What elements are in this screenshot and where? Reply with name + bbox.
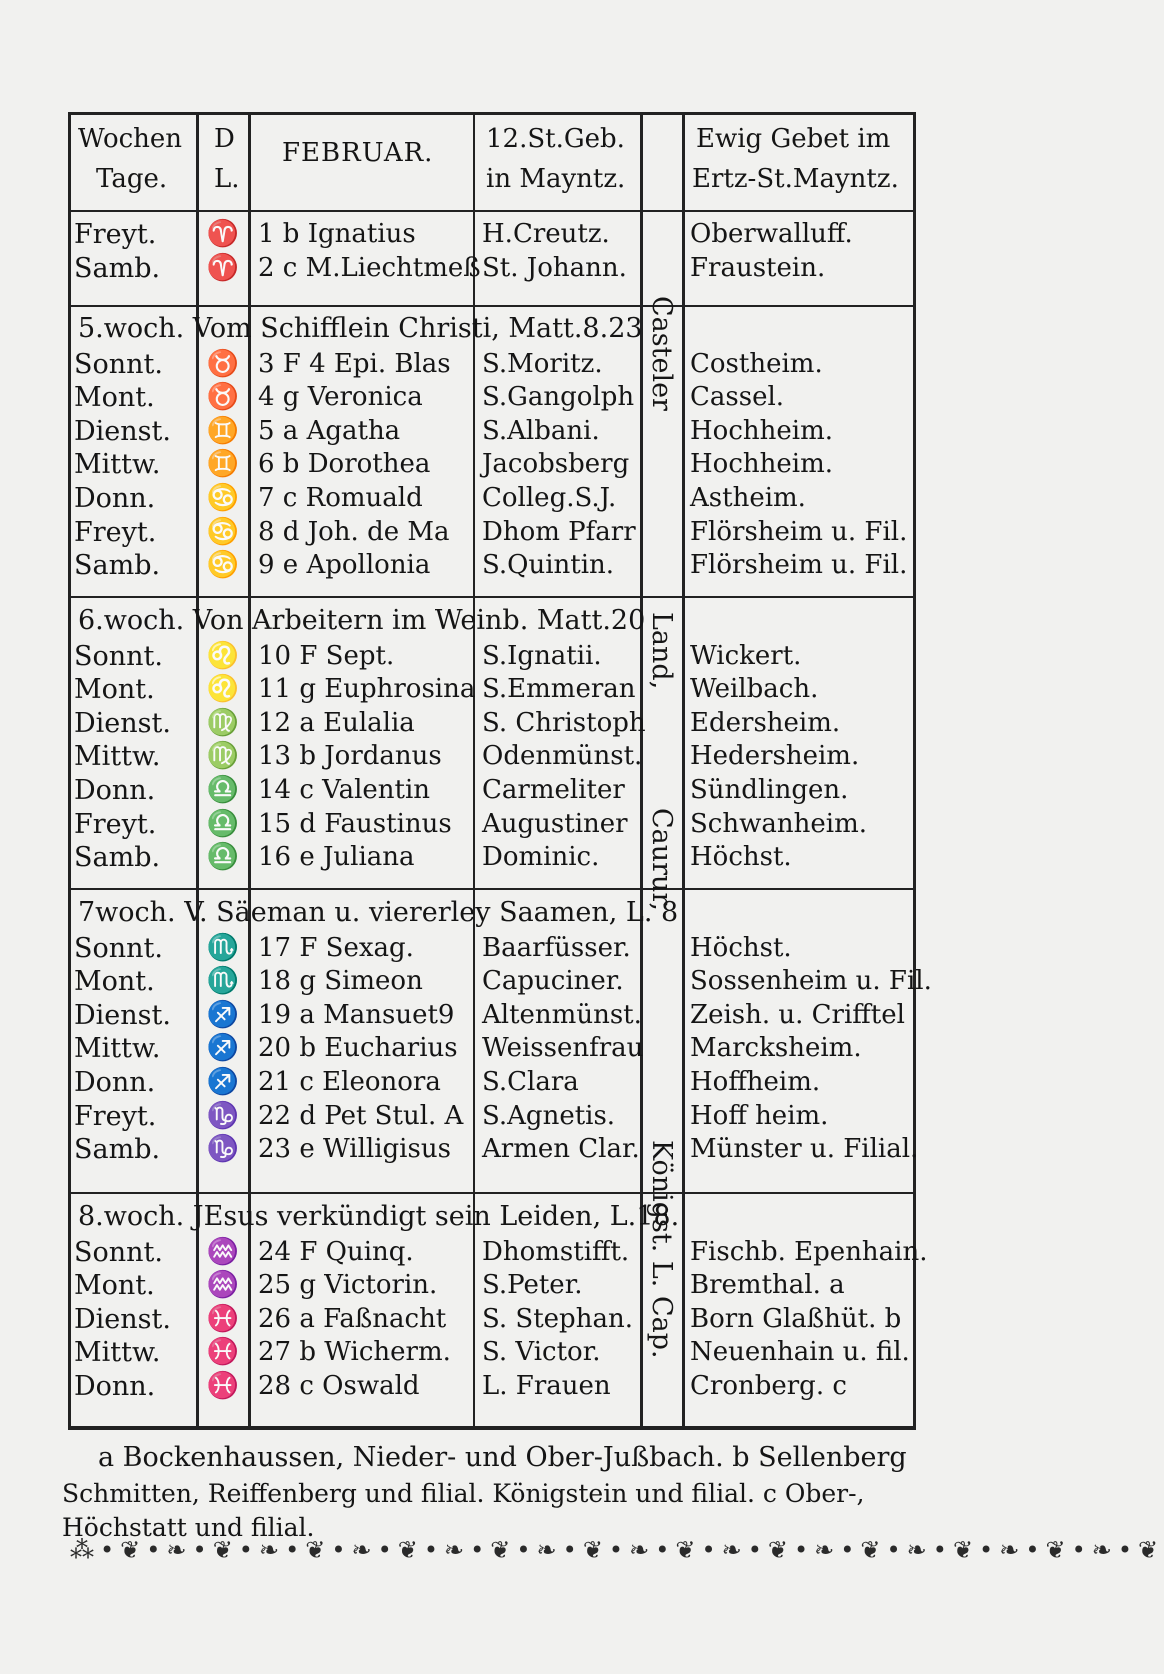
header-church-2: in Mayntz.	[486, 164, 626, 194]
zodiac-sign-icon: ♊	[206, 415, 240, 446]
weekday-4-0: Sonnt.	[74, 1236, 163, 1268]
header-church-1: 12.St.Geb.	[486, 124, 625, 154]
church-4-3: S. Victor.	[482, 1337, 601, 1368]
zodiac-sign-icon: ♑	[206, 1134, 240, 1165]
zodiac-sign-icon: ♏	[206, 966, 240, 997]
prayer-place-2-5: Schwanheim.	[690, 808, 867, 839]
church-3-5: S.Agnetis.	[482, 1100, 616, 1131]
feast-3-2: 19 a Mansuet9	[258, 999, 455, 1030]
feast-1-5: 8 d Joh. de Ma	[258, 516, 450, 547]
footnote-line-1: a Bockenhaussen, Nieder- und Ober-Jußbach. b Sellenberg	[98, 1442, 907, 1473]
church-1-6: S.Quintin.	[482, 550, 615, 581]
feast-4-1: 25 g Victorin.	[258, 1270, 438, 1301]
feast-1-1: 4 g Veronica	[258, 382, 423, 413]
zodiac-sign-icon: ♐	[206, 1033, 240, 1064]
church-2-0: S.Ignatii.	[482, 640, 602, 671]
weekday-2-3: Mittw.	[74, 741, 161, 773]
church-3-0: Baarfüsser.	[482, 932, 631, 963]
weekday-4-1: Mont.	[74, 1270, 155, 1302]
feast-1-0: 3 F 4 Epi. Blas	[258, 348, 451, 379]
prayer-place-4-1: Bremthal. a	[690, 1270, 845, 1301]
weekday-2-1: Mont.	[74, 674, 155, 706]
prayer-place-1-2: Hochheim.	[690, 415, 833, 446]
feast-4-4: 28 c Oswald	[258, 1371, 420, 1401]
weekday-1-3: Mittw.	[74, 449, 161, 481]
zodiac-sign-icon: ♋	[206, 550, 240, 581]
header-month: FEBRUAR.	[282, 138, 434, 168]
footnote-line-3: Höchstatt und filial.	[62, 1513, 315, 1542]
week-title-3: 7woch. V. Säeman u. viererley Saamen, L. 8	[78, 897, 679, 928]
church-2-6: Dominic.	[482, 842, 600, 873]
zodiac-sign-icon: ♍	[206, 741, 240, 772]
prayer-place-2-4: Sündlingen.	[690, 775, 849, 805]
week-divider-2	[68, 596, 916, 598]
zodiac-sign-icon: ♐	[206, 999, 240, 1030]
header-prayer-1: Ewig Gebet im	[696, 124, 891, 154]
feast-2-6: 16 e Juliana	[258, 842, 415, 873]
prayer-place-0-0: Oberwalluff.	[690, 219, 853, 249]
feast-2-5: 15 d Faustinus	[258, 808, 452, 839]
prayer-place-2-1: Weilbach.	[690, 674, 819, 705]
church-1-4: Colleg.S.J.	[482, 483, 617, 513]
prayer-place-2-3: Hedersheim.	[690, 741, 860, 772]
vertical-label-koenigst: Königst. L. Cap.	[646, 1140, 677, 1359]
week-divider-4	[68, 1192, 916, 1194]
church-2-3: Odenmünst.	[482, 741, 643, 772]
zodiac-sign-icon: ♈	[206, 252, 240, 283]
header-divider	[68, 210, 916, 212]
weekday-3-5: Freyt.	[74, 1100, 157, 1132]
church-3-6: Armen Clar.	[482, 1134, 640, 1165]
zodiac-sign-icon: ♐	[206, 1067, 240, 1097]
zodiac-sign-icon: ♎	[206, 842, 240, 873]
church-4-4: L. Frauen	[482, 1371, 611, 1401]
weekday-2-6: Samb.	[74, 842, 161, 874]
prayer-place-3-0: Höchst.	[690, 932, 792, 963]
header-moon-2: L.	[214, 164, 240, 194]
prayer-place-1-1: Cassel.	[690, 382, 785, 413]
prayer-place-0-1: Fraustein.	[690, 252, 826, 283]
prayer-place-2-6: Höchst.	[690, 842, 792, 873]
prayer-place-3-5: Hoff heim.	[690, 1100, 829, 1131]
weekday-4-2: Dienst.	[74, 1303, 171, 1335]
weekday-1-6: Samb.	[74, 550, 161, 582]
feast-2-3: 13 b Jordanus	[258, 741, 442, 772]
church-2-1: S.Emmeran	[482, 674, 636, 705]
feast-2-1: 11 g Euphrosina	[258, 674, 476, 705]
feast-1-6: 9 e Apollonia	[258, 550, 431, 581]
week-title-1: 5.woch. Vom Schifflein Christi, Matt.8.23	[78, 313, 643, 344]
week-divider-3	[68, 888, 916, 890]
church-4-1: S.Peter.	[482, 1270, 583, 1301]
header-prayer-2: Ertz-St.Mayntz.	[692, 164, 899, 194]
feast-4-3: 27 b Wicherm.	[258, 1337, 451, 1368]
prayer-place-4-4: Cronberg. c	[690, 1371, 847, 1401]
feast-1-2: 5 a Agatha	[258, 415, 401, 446]
prayer-place-4-3: Neuenhain u. fil.	[690, 1337, 910, 1368]
prayer-place-4-0: Fischb. Epenhain.	[690, 1236, 928, 1267]
prayer-place-3-3: Marcksheim.	[690, 1033, 862, 1064]
zodiac-sign-icon: ♊	[206, 449, 240, 480]
prayer-place-2-2: Edersheim.	[690, 707, 841, 738]
church-0-0: H.Creutz.	[482, 219, 610, 249]
week-divider-1	[68, 305, 916, 307]
weekday-3-0: Sonnt.	[74, 932, 163, 964]
feast-3-3: 20 b Eucharius	[258, 1033, 458, 1064]
weekday-4-4: Donn.	[74, 1371, 156, 1402]
church-3-3: Weissenfrau	[482, 1033, 644, 1064]
weekday-3-1: Mont.	[74, 966, 155, 998]
prayer-place-1-0: Costheim.	[690, 348, 823, 379]
prayer-place-1-5: Flörsheim u. Fil.	[690, 516, 908, 547]
zodiac-sign-icon: ♈	[206, 219, 240, 249]
prayer-place-3-2: Zeish. u. Crifftel	[690, 999, 905, 1030]
weekday-1-0: Sonnt.	[74, 348, 163, 380]
weekday-0-0: Freyt.	[74, 219, 157, 250]
prayer-place-3-4: Hoffheim.	[690, 1067, 821, 1097]
zodiac-sign-icon: ♌	[206, 674, 240, 705]
church-0-1: St. Johann.	[482, 252, 627, 283]
prayer-place-1-3: Hochheim.	[690, 449, 833, 480]
vertical-label-caurur: Caurur,	[646, 808, 677, 911]
zodiac-sign-icon: ♉	[206, 382, 240, 413]
weekday-2-4: Donn.	[74, 775, 156, 806]
weekday-3-4: Donn.	[74, 1067, 156, 1098]
zodiac-sign-icon: ♉	[206, 348, 240, 379]
vertical-label-land: Land,	[646, 612, 677, 690]
zodiac-sign-icon: ♎	[206, 775, 240, 805]
church-3-2: Altenmünst.	[482, 999, 642, 1030]
zodiac-sign-icon: ♏	[206, 932, 240, 963]
zodiac-sign-icon: ♒	[206, 1270, 240, 1301]
divider-vertical-place	[682, 114, 685, 1428]
weekday-3-6: Samb.	[74, 1134, 161, 1166]
weekday-3-3: Mittw.	[74, 1033, 161, 1065]
zodiac-sign-icon: ♎	[206, 808, 240, 839]
feast-0-1: 2 c M.Liechtmeß	[258, 252, 481, 283]
church-2-5: Augustiner	[482, 808, 628, 839]
zodiac-sign-icon: ♍	[206, 707, 240, 738]
week-title-4: 8.woch. JEsus verkündigt sein Leiden, L.18.	[78, 1201, 680, 1232]
prayer-place-1-4: Astheim.	[690, 483, 806, 513]
feast-3-5: 22 d Pet Stul. A	[258, 1100, 464, 1131]
vertical-label-casteler: Casteler	[646, 296, 677, 411]
header-weekdays-2: Tage.	[96, 164, 168, 194]
header-moon-1: D	[214, 124, 235, 154]
weekday-1-1: Mont.	[74, 382, 155, 414]
weekday-1-2: Dienst.	[74, 415, 171, 447]
feast-3-6: 23 e Willigisus	[258, 1134, 451, 1165]
zodiac-sign-icon: ♓	[206, 1337, 240, 1368]
zodiac-sign-icon: ♋	[206, 516, 240, 547]
zodiac-sign-icon: ♋	[206, 483, 240, 513]
prayer-place-1-6: Flörsheim u. Fil.	[690, 550, 908, 581]
prayer-place-2-0: Wickert.	[690, 640, 802, 671]
feast-2-2: 12 a Eulalia	[258, 707, 415, 738]
church-1-5: Dhom Pfarr	[482, 516, 636, 547]
feast-4-2: 26 a Faßnacht	[258, 1303, 447, 1334]
weekday-2-2: Dienst.	[74, 707, 171, 739]
feast-3-0: 17 F Sexag.	[258, 932, 414, 963]
zodiac-sign-icon: ♌	[206, 640, 240, 671]
prayer-place-3-1: Sossenheim u. Fil.	[690, 966, 932, 997]
zodiac-sign-icon: ♓	[206, 1303, 240, 1334]
weekday-0-1: Samb.	[74, 252, 161, 284]
week-title-2: 6.woch. Von Arbeitern im Weinb. Matt.20	[78, 605, 646, 636]
weekday-2-0: Sonnt.	[74, 640, 163, 672]
weekday-4-3: Mittw.	[74, 1337, 161, 1369]
weekday-1-5: Freyt.	[74, 516, 157, 548]
prayer-place-3-6: Münster u. Filial.	[690, 1134, 919, 1165]
zodiac-sign-icon: ♓	[206, 1371, 240, 1401]
feast-3-4: 21 c Eleonora	[258, 1067, 441, 1097]
feast-1-3: 6 b Dorothea	[258, 449, 431, 480]
feast-2-0: 10 F Sept.	[258, 640, 395, 671]
feast-3-1: 18 g Simeon	[258, 966, 423, 997]
footnote-line-2: Schmitten, Reiffenberg und filial. Königstein und filial. c Ober-,	[62, 1479, 865, 1508]
church-1-1: S.Gangolph	[482, 382, 635, 413]
zodiac-sign-icon: ♑	[206, 1100, 240, 1131]
church-2-2: S. Christoph	[482, 707, 646, 738]
weekday-2-5: Freyt.	[74, 808, 157, 840]
church-1-2: S.Albani.	[482, 415, 600, 446]
feast-0-0: 1 b Ignatius	[258, 219, 416, 249]
decorative-border: ⁂•❦•❧•❦•❧•❦•❧•❦•❧•❦•❧•❦•❧•❦•❧•❦•❧•❦•❧•❦•❧•❦•❧•❦	[70, 1536, 1164, 1564]
zodiac-sign-icon: ♒	[206, 1236, 240, 1267]
feast-4-0: 24 F Quinq.	[258, 1236, 414, 1267]
header-weekdays-1: Wochen	[78, 124, 183, 154]
feast-2-4: 14 c Valentin	[258, 775, 431, 805]
feast-1-4: 7 c Romuald	[258, 483, 423, 513]
church-2-4: Carmeliter	[482, 775, 625, 805]
church-1-0: S.Moritz.	[482, 348, 603, 379]
prayer-place-4-2: Born Glaßhüt. b	[690, 1303, 902, 1334]
church-4-2: S. Stephan.	[482, 1303, 633, 1334]
church-3-1: Capuciner.	[482, 966, 624, 997]
church-4-0: Dhomstifft.	[482, 1236, 630, 1267]
church-3-4: S.Clara	[482, 1067, 579, 1097]
weekday-1-4: Donn.	[74, 483, 156, 514]
weekday-3-2: Dienst.	[74, 999, 171, 1031]
church-1-3: Jacobsberg	[482, 449, 630, 480]
